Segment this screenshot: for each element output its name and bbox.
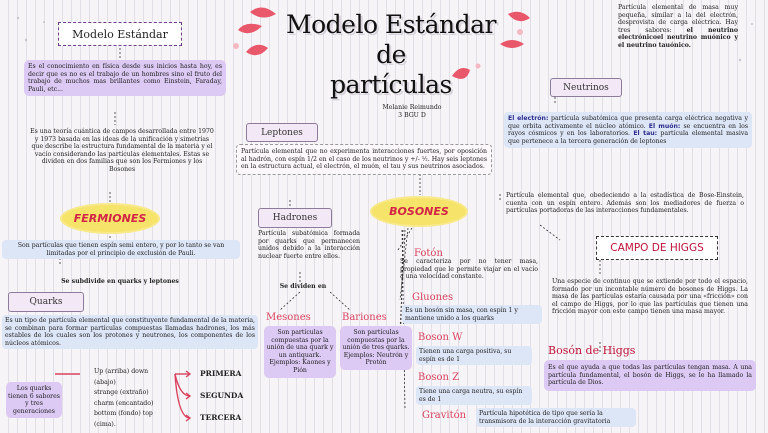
quark-flavors	[94, 367, 166, 430]
boson-higgs-desc: Es el que ayuda a que todas las partículas tengan masa. A una partícula fundamental, el bosón de Higgs, se le ha llamado la partícula de Dios.	[544, 360, 756, 391]
electron-block: El electrón: partícula subatómica que presenta carga eléctrica negativa y que orbita activamente el núcleo atómico. El muón: se encuentra en los rayos cósmicos y en los laboratorios. El tau: partícula elemental masiva que pertenece a la tercera generación de leptones	[504, 112, 752, 148]
generation-2: SEGUNDA	[200, 391, 244, 400]
hadrones-label: Hadrones	[258, 208, 332, 228]
fermiones-subdivide: Se subdivide en quarks y leptones	[61, 278, 179, 285]
boson-z-desc: Tiene una carga neutra, su espín es de 1	[416, 386, 532, 405]
boson-z-label: Boson Z	[418, 372, 460, 383]
bosones-desc: Partícula elemental que, obedeciendo a la estadística de Bose-Einstein, cuenta con un espín entero. Además son los mediadores de fuerza o partículas portadoras de las interacciones fundamentales.	[506, 192, 744, 215]
modelo-estandar-label: Modelo Estándar	[58, 22, 182, 46]
graviton-desc: Partícula hipotética de tipo que sería la transmisora de la interacción gravitatoria	[476, 408, 636, 427]
graviton-label: Gravitón	[422, 410, 467, 421]
title-line-2: partículas	[330, 70, 452, 99]
foton-label: Fotón	[414, 248, 443, 259]
bariones-desc: Son partículas compuestas por la unión de tres quarks. Ejemplos: Neutrón y Protón	[340, 326, 412, 370]
hadrones-desc: Partícula subatómica formada por quarks que permanecen unidos debido a la interacción nuclear fuerte entre ellos.	[258, 230, 360, 260]
generation-3: TERCERA	[200, 413, 242, 422]
flavor-row-1: Up (arriba) down (abajo)	[94, 368, 149, 386]
flavor-row-3: bottom (fondo) top (cima).	[94, 410, 153, 428]
campo-higgs-desc: Una especie de continuo que se extiende por todo el espacio, formado por un incontable número de bosones de Higgs. La masa de las partículas estaría causada por una «fricción» con el campo de Higgs, por lo que las partículas que tienen una fricción mayor con este campo tienen una masa mayor.	[552, 278, 748, 316]
fermiones-burst	[62, 205, 158, 232]
boson-w-label: Boson W	[418, 332, 463, 343]
leptones-label: Leptones	[246, 123, 318, 142]
quarks-desc: Es un tipo de partícula elemental que constituyente fundamental de la materia, se combinan para formar partículas compuestas llamadas hadrones, los más estables de los cuales son los protones y neutrones, los componentes de los núcleos atómicos.	[2, 315, 258, 349]
neutrinos-desc: Partícula elemental de masa muy pequeña, similar a la del electrón, desprovista de carga eléctrica. Hay tres sabores: el neutrino electrónicoel neutrino muónico y el neutrino tauónico.	[618, 4, 738, 49]
author-group: 3 BGU D	[398, 111, 426, 119]
fermiones-desc: Son partículas que tienen espín semi entero, y por lo tanto se van limitadas por el principio de exclusión de Pauli.	[2, 240, 240, 259]
bosones-burst	[372, 198, 466, 225]
fermiones-label: FERMIONES	[73, 212, 147, 225]
modelo-estandar-theory: Es una teoría cuántica de campos desarrollada entre 1970 y 1973 basada en las ideas de la unificación y simetrías que describe la estructura fundamental de la materia y el vacío considerando las partículas elementales. Estas se dividen en dos familias que son los Fermiones y los Bosones	[30, 128, 214, 173]
quarks-label: Quarks	[8, 292, 84, 312]
title-line-1: Modelo Estándar de	[286, 10, 496, 69]
generation-1: PRIMERA	[200, 369, 242, 378]
boson-w-desc: Tienen una carga positiva, su espín es de 1	[416, 346, 532, 365]
bosones-label: BOSONES	[389, 205, 449, 218]
mesones-desc: Son partículas compuestas por la unión de una quark y un antiquark. Ejemplos: Kaones y Pión	[264, 326, 336, 378]
page-title	[268, 10, 514, 100]
author-block	[372, 104, 452, 119]
flavor-row-2: strange (extraño) charm (encantado)	[94, 389, 154, 407]
foton-desc: Se caracteriza por no tener masa, propiedad que le permite viajar en el vacío a una velocidad constante.	[400, 258, 538, 281]
gluones-label: Gluones	[412, 292, 454, 303]
gluones-desc: Es un bosón sin masa, con espín 1 y mantiene unido a los quarks	[402, 305, 542, 324]
author-name: Melanie Reimundo	[382, 104, 442, 111]
quarks-count: Los quarks tienen 6 sabores y tres generaciones	[6, 382, 62, 418]
modelo-estandar-intro: Es el conocimiento en física desde sus inicios hasta hoy, es decir que es no es el trabajo de un hombres sino el fruto del trabajo de muchos mas brillantes como Einstein, Faraday, Pauli, etc...	[24, 60, 226, 96]
leptones-desc: Partícula elemental que no experimenta interacciones fuertes, por oposición al hadrón, con espín 1/2 en el caso de los neutrinos y +/- ½. Hay seis leptones en la estructura actual, el electrón, el muón, el tau y sus neutrinos asociados.	[236, 144, 492, 175]
hadrones-divide: Se dividen en	[279, 283, 327, 290]
neutrinos-label: Neutrinos	[550, 78, 622, 97]
campo-higgs-label: CAMPO DE HIGGS	[596, 236, 718, 260]
mesones-label: Mesones	[266, 312, 311, 323]
bariones-label: Bariones	[342, 312, 387, 323]
boson-higgs-label: Bosón de Higgs	[548, 344, 636, 357]
